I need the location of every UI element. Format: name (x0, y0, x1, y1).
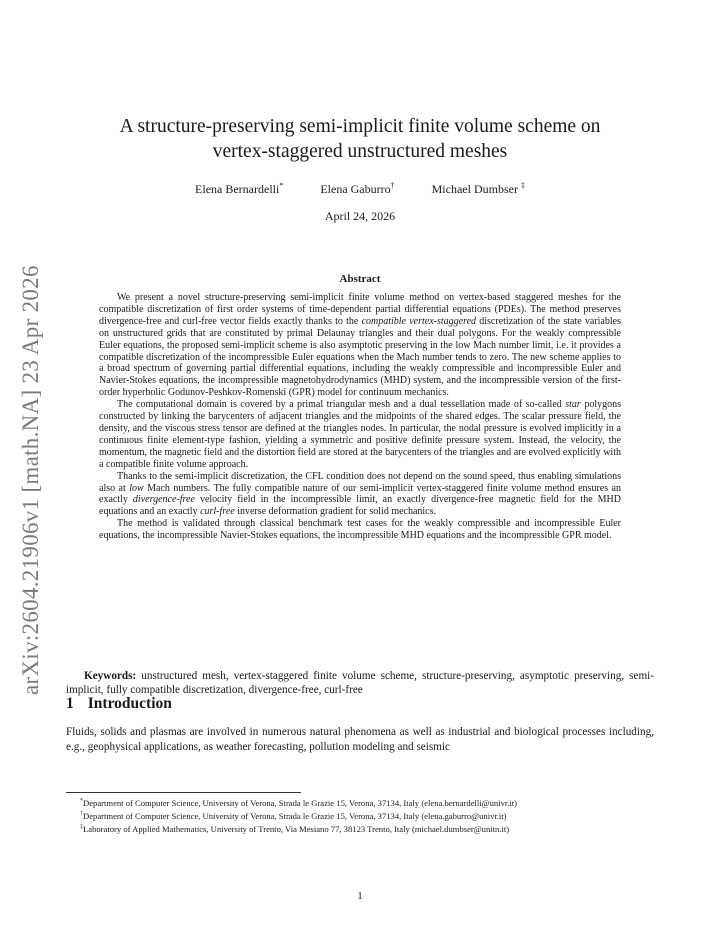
footnote-3: ‡Laboratory of Applied Mathematics, University of Trento, Via Mesiano 77, 38123 Trento, Italy (michael.dumbser@unitn.it) (80, 824, 510, 835)
author-1 (195, 182, 283, 196)
paper-title (80, 114, 640, 164)
footnote-1: *Department of Computer Science, University of Verona, Strada le Grazie 15, Verona, 37134, Italy (elena.bernardelli@univr.it) (80, 797, 518, 808)
abstract-body (99, 292, 621, 542)
author-name: Michael Dumbser (431, 182, 518, 196)
abstract-paragraph-1: We present a novel structure-preserving semi-implicit finite volume method on vertex-based staggered meshes for the compatible discretization of first order systems of time-dependent partial differential equations (PDEs). The method preserves divergence-free and curl-free vector fields exactly thanks to the compatible vertex-staggered discretization of the state variables on unstructured grids that are constituted by primal Delaunay triangles and their dual polygons. For the weakly compressible Euler equations, the proposed semi-implicit scheme is also asymptotic preserving in the low Mach number limit, i.e. it provides a compatible discretization of the incompressible Euler equations when the Mach number tends to zero. The new scheme applies to a broad spectrum of governing partial differential equations, including the weakly compressible and incompressible Euler and Navier-Stokes equations, the incompressible magnetohydrodynamics (MHD) system, and the incompressible version of the first-order hyperbolic Godunov-Peshkov-Romenski (GPR) model for continuum mechanics. (99, 292, 621, 399)
section-heading (66, 695, 172, 713)
abstract-heading: Abstract (339, 273, 381, 285)
section-number: 1 (66, 695, 74, 712)
title-line-1: A structure-preserving semi-implicit finite volume scheme on (119, 116, 601, 137)
author-name: Elena Gaburro (320, 182, 391, 196)
intro-paragraph: Fluids, solids and plasmas are involved in numerous natural phenomena as well as industrial and biological processes including, e.g., geophysical applications, as weather forecasting, pollution modeling and seismic (66, 726, 654, 753)
section-title: Introduction (87, 695, 172, 712)
page-number: 1 (357, 891, 363, 902)
footnotes (66, 796, 654, 835)
arxiv-stamp[interactable]: arXiv:2604.21906v1 [math.NA] 23 Apr 2026 (18, 265, 43, 695)
footnote-rule (66, 792, 301, 793)
paper-date: April 24, 2026 (324, 209, 396, 223)
keywords-label: Keywords: (84, 670, 137, 682)
author-mark[interactable]: † (390, 181, 395, 190)
author-name: Elena Bernardelli (195, 182, 280, 196)
author-3 (432, 182, 525, 196)
title-line-2: vertex-staggered unstructured meshes (212, 141, 508, 162)
abstract-paragraph-3: Thanks to the semi-implicit discretization, the CFL condition does not depend on the sound speed, thus enabling simulations also at low Mach numbers. The fully compatible nature of our semi-implicit vertex-staggered finite volume method ensures an exactly divergence-free velocity field in the incompressible limit, an exactly divergence-free magnetic field for the MHD equations and an exactly curl-free inverse deformation gradient for solid mechanics. (99, 470, 622, 518)
author-2 (320, 182, 394, 196)
keywords (66, 669, 654, 697)
author-list (80, 181, 640, 197)
author-mark[interactable]: * (279, 181, 284, 190)
keywords-text: unstructured mesh, vertex-staggered finite volume scheme, structure-preserving, asymptotic preserving, semi-implicit, fully compatible discretization, divergence-free, curl-free (66, 670, 655, 696)
abstract-paragraph-2: The computational domain is covered by a primal triangular mesh and a dual tessellation made of so-called star polygons constructed by linking the barycenters of adjacent triangles and the midpoints of the shared edges. The scalar pressure field, the density, and the viscous stress tensor are defined at the triangles nodes. In particular, the nodal pressure is evolved implicitly in a continuous finite element-type fashion, yielding a symmetric and positive definite pressure system. Instead, the velocity, the momentum, the magnetic field and the distortion field are stored at the barycenters of the triangles and are evolved explicitly with a compatible finite volume approach. (99, 399, 621, 470)
footnote-2: †Department of Computer Science, University of Verona, Strada le Grazie 15, Verona, 37134, Italy (elena.gaburro@univr.it) (80, 811, 507, 822)
author-mark[interactable]: ‡ (520, 181, 525, 190)
abstract-paragraph-4: The method is validated through classical benchmark test cases for the weakly compressible and incompressible Euler equations, the incompressible Navier-Stokes equations, the incompressible MHD equations and the incompressible GPR model. (99, 518, 621, 542)
